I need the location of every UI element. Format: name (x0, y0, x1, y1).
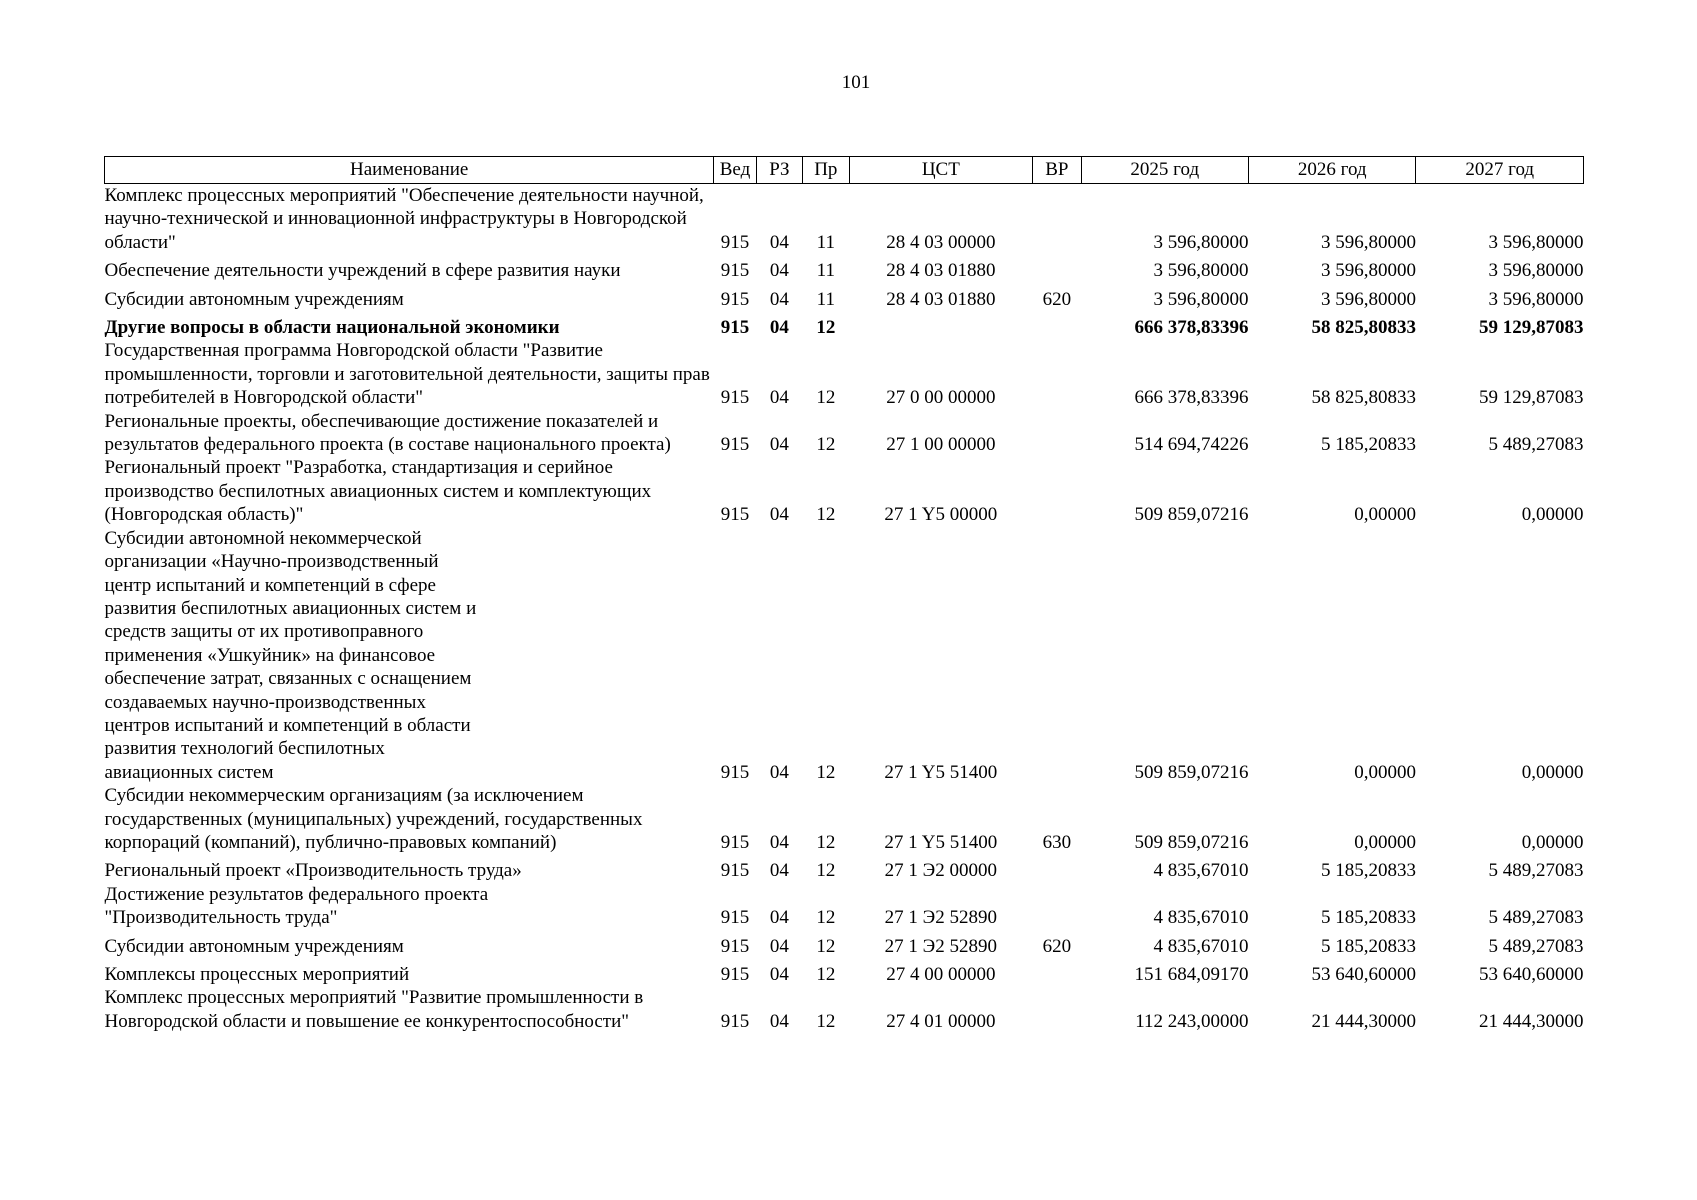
row-2026: 5 185,20833 (1320, 935, 1416, 957)
row-2027: 5 489,27083 (1488, 434, 1584, 456)
page-number: 101 (841, 72, 871, 93)
table-row-section (105, 311, 1584, 339)
row-vr (1033, 311, 1081, 339)
row-vr (1033, 854, 1081, 882)
row-2027: 5 489,27083 (1488, 907, 1584, 929)
row-2025: 4 835,67010 (1153, 907, 1249, 929)
row-name: Государственная программа Новгородской области "Развитие промышленности, торговли и заготовительной деятельности, защиты прав потребителей в Новгородской области" (104, 340, 710, 409)
row-2025: 112 243,00000 (1135, 1010, 1249, 1032)
row-pr: 12 (816, 935, 836, 957)
row-name-text: Достижение результатов федерального проекта "Производительность труда" (104, 883, 489, 929)
row-2027: 3 596,80000 (1488, 260, 1584, 282)
row-vr (1033, 986, 1081, 1033)
table-row (105, 410, 1584, 457)
table-row (105, 883, 1584, 930)
table-row (105, 456, 1584, 526)
row-ved: 915 (720, 1010, 750, 1032)
row-ved: 915 (720, 317, 750, 339)
header-2025: 2025 год (1081, 157, 1248, 184)
table-row (105, 527, 1584, 784)
row-name: Субсидии автономным учреждениям (104, 288, 404, 310)
row-vr (1033, 883, 1081, 930)
row-name (105, 527, 714, 784)
row-2027: 0,00000 (1521, 761, 1584, 783)
header-2027: 2027 год (1416, 157, 1584, 184)
row-2027: 59 129,87083 (1479, 317, 1584, 339)
row-2027: 0,00000 (1521, 504, 1584, 526)
row-pr: 11 (816, 231, 835, 253)
row-pr: 12 (816, 504, 836, 526)
header-rz: РЗ (756, 157, 802, 184)
row-rz: 04 (769, 434, 789, 456)
row-pr: 11 (816, 260, 835, 282)
table-row (105, 184, 1584, 255)
row-pr: 12 (816, 761, 836, 783)
row-ved: 915 (720, 831, 750, 853)
row-cst: 27 1 Э2 52890 (884, 935, 997, 957)
table-row (105, 854, 1584, 882)
row-2026: 5 185,20833 (1320, 860, 1416, 882)
row-name: Обеспечение деятельности учреждений в сфере развития науки (104, 260, 621, 282)
row-2025: 4 835,67010 (1153, 935, 1249, 957)
row-name: Региональные проекты, обеспечивающие достижение показателей и результатов федерального проекта (в составе национального проекта) (104, 410, 671, 456)
row-rz: 04 (769, 907, 789, 929)
budget-table (104, 156, 1584, 1033)
row-vr: 620 (1042, 935, 1072, 957)
row-rz: 04 (769, 761, 789, 783)
row-2026: 58 825,80833 (1311, 317, 1416, 339)
table-row (105, 339, 1584, 409)
row-2025: 3 596,80000 (1153, 260, 1249, 282)
row-name: Региональный проект «Производительность труда» (104, 860, 522, 882)
row-name-text: Субсидии автономной некоммерческой организации «Научно-производственный центр испытаний и компетенций в сфере развития беспилотных авиационных систем и средств защиты от их противоправного применения «Ушкуйник» на финансовое обеспечение затрат, связанных с оснащением создаваемых научно-производственных центров испытаний и компетенций в области развития технологий беспилотных авиационных систем (104, 527, 477, 783)
row-rz: 04 (769, 1010, 789, 1032)
row-name: Другие вопросы в области национальной экономики (104, 317, 560, 339)
row-2026: 3 596,80000 (1320, 288, 1416, 310)
row-vr (1033, 410, 1081, 457)
row-name: Субсидии некоммерческим организациям (за исключением государственных (муниципальных) учреждений, государственных корпораций (компаний), публично-правовых компаний) (104, 785, 643, 853)
row-2026: 5 185,20833 (1320, 907, 1416, 929)
row-cst: 27 4 01 00000 (886, 1010, 996, 1032)
row-pr: 12 (816, 964, 836, 985)
row-pr: 12 (816, 387, 836, 409)
row-rz: 04 (769, 935, 789, 957)
row-cst: 27 1 Y5 00000 (884, 504, 998, 526)
row-2027: 53 640,60000 (1479, 964, 1584, 985)
row-name: Региональный проект "Разработка, стандартизация и серийное производство беспилотных авиационных систем и комплектующих (Новгородская область)" (104, 457, 652, 526)
row-ved: 915 (720, 907, 750, 929)
row-cst (849, 311, 1033, 339)
row-vr (1033, 527, 1081, 784)
row-ved: 915 (720, 761, 750, 783)
row-2025: 666 378,83396 (1134, 317, 1249, 339)
row-rz: 04 (769, 317, 789, 339)
table-row (105, 958, 1584, 986)
row-vr: 620 (1042, 288, 1072, 310)
row-rz: 04 (769, 831, 789, 853)
row-2026: 5 185,20833 (1320, 434, 1416, 456)
row-2026: 0,00000 (1354, 761, 1416, 783)
row-rz: 04 (769, 260, 789, 282)
table-row (105, 283, 1584, 311)
row-cst: 27 1 Э2 00000 (884, 860, 997, 882)
row-pr: 11 (816, 288, 835, 310)
row-2025: 666 378,83396 (1134, 387, 1249, 409)
row-2027: 5 489,27083 (1488, 935, 1584, 957)
row-cst: 27 1 Y5 51400 (884, 761, 998, 783)
row-ved: 915 (720, 434, 750, 456)
row-ved: 915 (720, 387, 750, 409)
row-ved: 915 (720, 964, 750, 985)
row-2025: 3 596,80000 (1153, 231, 1249, 253)
table-row (105, 986, 1584, 1033)
row-ved: 915 (720, 935, 750, 957)
row-vr: 630 (1042, 831, 1072, 853)
row-ved: 915 (720, 504, 750, 526)
row-vr (1033, 339, 1081, 409)
row-2027: 5 489,27083 (1488, 860, 1584, 882)
row-cst: 28 4 03 01880 (886, 288, 996, 310)
row-rz: 04 (769, 504, 789, 526)
row-2025: 509 859,07216 (1134, 761, 1249, 783)
row-pr: 12 (816, 1010, 836, 1032)
row-rz: 04 (769, 860, 789, 882)
row-vr (1033, 184, 1081, 255)
row-cst: 27 1 00 00000 (886, 434, 996, 456)
row-pr: 12 (816, 831, 836, 853)
row-2027: 0,00000 (1521, 831, 1584, 853)
row-pr: 12 (816, 860, 836, 882)
row-ved: 915 (720, 231, 750, 253)
row-2027: 59 129,87083 (1479, 387, 1584, 409)
row-rz: 04 (769, 231, 789, 253)
row-name (105, 883, 714, 930)
row-2027: 3 596,80000 (1488, 288, 1584, 310)
row-2026: 58 825,80833 (1311, 387, 1416, 409)
row-2026: 0,00000 (1354, 504, 1416, 526)
table-row (105, 254, 1584, 282)
row-name: Комплексы процессных мероприятий (104, 964, 410, 985)
row-2025: 509 859,07216 (1134, 831, 1249, 853)
row-cst: 27 4 00 00000 (886, 964, 996, 985)
row-2027: 3 596,80000 (1488, 231, 1584, 253)
row-pr: 12 (816, 907, 836, 929)
table-row (105, 784, 1584, 854)
row-vr (1033, 254, 1081, 282)
row-2026: 53 640,60000 (1311, 964, 1416, 985)
header-vr: ВР (1033, 157, 1081, 184)
row-2026: 3 596,80000 (1320, 260, 1416, 282)
row-rz: 04 (769, 387, 789, 409)
header-cst: ЦСТ (849, 157, 1033, 184)
row-name: Субсидии автономным учреждениям (104, 935, 404, 957)
row-cst: 28 4 03 00000 (886, 231, 996, 253)
row-ved: 915 (720, 260, 750, 282)
row-2026: 21 444,30000 (1311, 1010, 1416, 1032)
row-name: Комплекс процессных мероприятий "Обеспечение деятельности научной, научно-технической и инновационной инфраструктуры в Новгородской области" (104, 185, 704, 253)
header-pr: Пр (803, 157, 849, 184)
row-vr (1033, 456, 1081, 526)
row-2025: 509 859,07216 (1134, 504, 1249, 526)
row-2026: 3 596,80000 (1320, 231, 1416, 253)
row-2026: 0,00000 (1354, 831, 1416, 853)
row-rz: 04 (769, 964, 789, 985)
row-2025: 514 694,74226 (1134, 434, 1249, 456)
header-2026: 2026 год (1249, 157, 1416, 184)
row-cst: 28 4 03 01880 (886, 260, 996, 282)
header-name: Наименование (105, 157, 714, 184)
header-ved: Вед (714, 157, 756, 184)
row-cst: 27 0 00 00000 (886, 387, 996, 409)
row-vr (1033, 958, 1081, 986)
row-rz: 04 (769, 288, 789, 310)
row-2025: 3 596,80000 (1153, 288, 1249, 310)
row-pr: 12 (816, 434, 836, 456)
row-cst: 27 1 Э2 52890 (884, 907, 997, 929)
row-2027: 21 444,30000 (1479, 1010, 1584, 1032)
row-pr: 12 (816, 317, 836, 339)
row-ved: 915 (720, 288, 750, 310)
row-2025: 4 835,67010 (1153, 860, 1249, 882)
table-row (105, 930, 1584, 958)
row-ved: 915 (720, 860, 750, 882)
row-name: Комплекс процессных мероприятий "Развитие промышленности в Новгородской области и повышение ее конкурентоспособности" (104, 987, 644, 1032)
row-cst: 27 1 Y5 51400 (884, 831, 998, 853)
row-2025: 151 684,09170 (1134, 964, 1249, 985)
table-header (105, 157, 1584, 184)
